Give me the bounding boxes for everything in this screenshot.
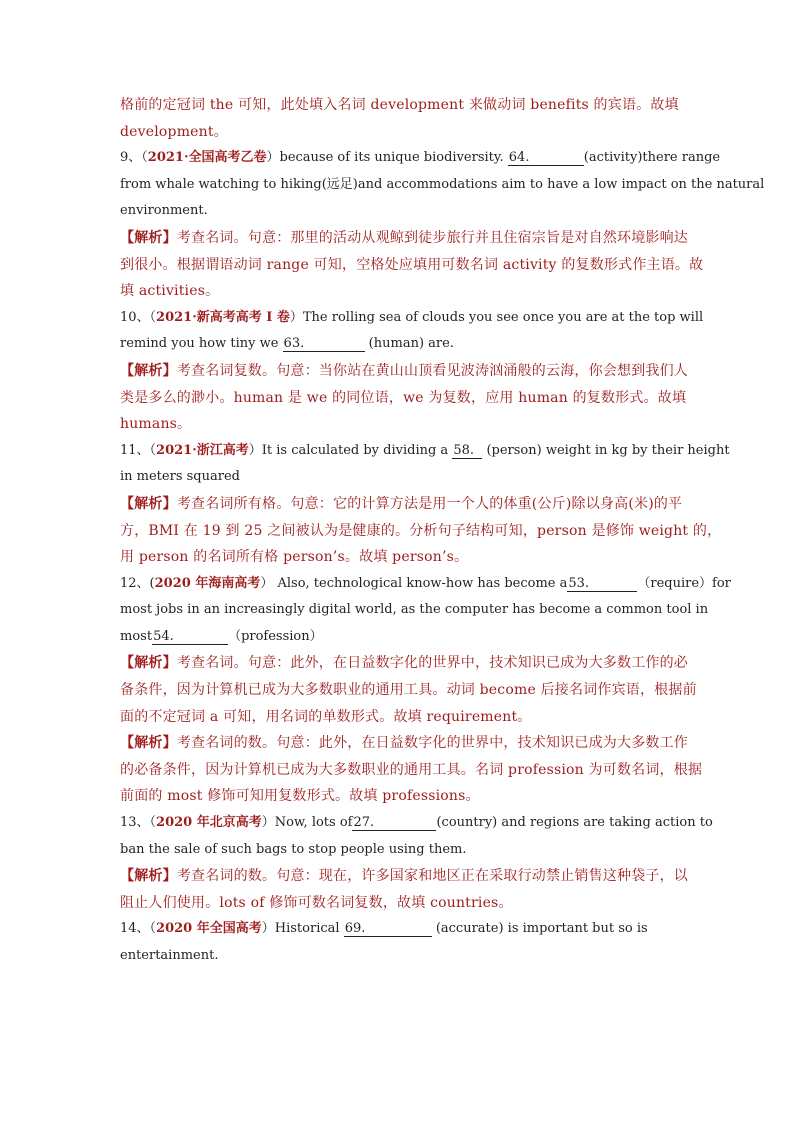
source-label: 2021·全国高考乙卷 bbox=[147, 150, 267, 166]
text-line bbox=[120, 172, 765, 199]
text-line bbox=[120, 571, 731, 598]
answer-blank[interactable]: 63. bbox=[283, 337, 365, 352]
text-run: from whale watching to hiking(远足)and accommodations aim to have a low impact on the natural bbox=[120, 176, 765, 192]
text-run: 12、( bbox=[120, 575, 155, 591]
answer-blank[interactable]: 58. bbox=[452, 444, 482, 459]
source-label: 2020 年北京高考 bbox=[156, 815, 262, 831]
source-label: 2020 年海南高考 bbox=[154, 575, 261, 591]
text-run: 面的不定冠词 a 可知，用名词的单数形式。故填 requirement。 bbox=[120, 708, 532, 725]
text-line bbox=[120, 491, 683, 518]
text-run: 10、（ bbox=[120, 309, 157, 325]
text-run: ）because of its unique biodiversity. bbox=[266, 150, 508, 166]
text-line bbox=[120, 438, 730, 465]
text-line bbox=[120, 916, 676, 943]
text-line bbox=[120, 677, 697, 704]
text-line bbox=[120, 730, 689, 757]
source-label: 【解析】 bbox=[120, 868, 177, 885]
source-label: 【解析】 bbox=[120, 655, 177, 672]
text-line bbox=[120, 358, 689, 385]
answer-blank[interactable]: 27. bbox=[352, 816, 436, 831]
text-run: （profession） bbox=[228, 628, 323, 644]
text-line bbox=[120, 624, 676, 651]
text-line bbox=[120, 92, 679, 119]
text-run: ）Now, lots of bbox=[261, 815, 353, 831]
text-run: 考查名词。句意：那里的活动从观鲸到徒步旅行并且住宿宗旨是对自然环境影响达 bbox=[176, 229, 689, 246]
text-run: 考查名词。句意：此外，在日益数字化的世界中，技术知识已成为大多数工作的必 bbox=[176, 655, 689, 672]
text-run: ban the sale of such bags to stop people using them. bbox=[120, 841, 467, 857]
text-line bbox=[120, 252, 704, 279]
source-label: 【解析】 bbox=[120, 735, 177, 752]
text-line bbox=[120, 704, 676, 731]
text-run: （require）for bbox=[637, 575, 731, 591]
text-run: 考查名词的数。句意：现在，许多国家和地区正在采取行动禁止销售这种袋子，以 bbox=[176, 868, 689, 885]
text-line bbox=[120, 331, 676, 358]
source-label: 【解析】 bbox=[120, 362, 177, 379]
text-run: entertainment. bbox=[120, 948, 219, 963]
text-run: (person) weight in kg by their height bbox=[482, 442, 730, 458]
text-line bbox=[120, 890, 676, 917]
text-run: 考查名词的数。句意：此外，在日益数字化的世界中，技术知识已成为大多数工作 bbox=[176, 735, 689, 752]
text-run: environment. bbox=[120, 203, 208, 219]
source-label: 2021·浙江高考 bbox=[156, 442, 249, 458]
text-line bbox=[120, 650, 689, 677]
text-line bbox=[120, 411, 676, 438]
text-run: 方，BMI 在 19 到 25 之间被认为是健康的。分析句子结构可知，person 是修饰 weight 的， bbox=[120, 522, 722, 539]
text-run: 阻止人们使用。lots of 修饰可数名词复数，故填 countries。 bbox=[120, 894, 513, 911]
document-page bbox=[120, 92, 765, 970]
text-run: 14、（ bbox=[120, 921, 157, 937]
text-run: humans。 bbox=[120, 416, 192, 433]
text-run: in meters squared bbox=[120, 469, 240, 485]
text-line bbox=[120, 145, 721, 172]
text-run: remind you how tiny we bbox=[120, 336, 283, 352]
text-run: (activity)there range bbox=[583, 150, 721, 166]
text-line bbox=[120, 464, 676, 491]
source-label: 2020 年全国高考 bbox=[156, 921, 262, 937]
answer-blank[interactable]: 69. bbox=[344, 922, 432, 937]
text-run: ） Also, technological know-how has become a bbox=[260, 575, 568, 591]
text-run: most bbox=[120, 628, 153, 644]
text-run: 考查名词复数。句意：当你站在黄山山顶看见波涛汹涌般的云海，你会想到我们人 bbox=[176, 362, 689, 379]
text-line bbox=[120, 198, 676, 225]
text-run: 填 activities。 bbox=[120, 283, 220, 300]
text-run: ）The rolling sea of clouds you see once you are at the top will bbox=[289, 309, 704, 325]
text-run: 用 person 的名词所有格 person’s。故填 person’s。 bbox=[120, 549, 469, 566]
text-line bbox=[120, 757, 703, 784]
text-run: 9、（ bbox=[120, 150, 148, 166]
text-line bbox=[120, 837, 676, 864]
text-run: 类是多么的渺小。human 是 we 的同位语，we 为复数，应用 human 的复数形式。故填 bbox=[120, 389, 687, 406]
text-run: 13、（ bbox=[120, 815, 157, 831]
answer-blank[interactable]: 54. bbox=[152, 630, 228, 645]
text-line bbox=[120, 544, 676, 571]
text-line bbox=[120, 305, 704, 332]
text-line bbox=[120, 783, 676, 810]
text-run: (country) and regions are taking action to bbox=[436, 815, 713, 831]
text-run: ）Historical bbox=[261, 921, 344, 937]
text-run: 备条件，因为计算机已成为大多数职业的通用工具。动词 become 后接名词作宾语，根据前 bbox=[120, 682, 697, 699]
text-line bbox=[120, 810, 713, 837]
text-run: development。 bbox=[120, 123, 228, 140]
text-run: 的必备条件，因为计算机已成为大多数职业的通用工具。名词 profession 为可数名词，根据 bbox=[120, 761, 703, 778]
answer-blank[interactable]: 64. bbox=[508, 151, 584, 166]
text-run: (human) are. bbox=[364, 336, 454, 352]
text-run: 格前的定冠词 the 可知，此处填入名词 development 来做动词 benefits 的宾语。故填 bbox=[120, 97, 679, 113]
text-run: 前面的 most 修饰可知用复数形式。故填 professions。 bbox=[120, 788, 480, 805]
source-label: 2021·新高考高考 I 卷 bbox=[156, 309, 290, 325]
text-line bbox=[120, 278, 676, 305]
text-run: most jobs in an increasingly digital world, as the computer has become a common tool in bbox=[120, 602, 709, 618]
text-run: ）It is calculated by dividing a bbox=[248, 442, 453, 458]
text-line bbox=[120, 863, 689, 890]
source-label: 【解析】 bbox=[120, 229, 177, 246]
text-line bbox=[120, 943, 676, 970]
text-run: 考查名词所有格。句意：它的计算方法是用一个人的体重(公斤)除以身高(米)的平 bbox=[176, 495, 683, 512]
text-run: (accurate) is important but so is bbox=[431, 921, 648, 937]
text-line bbox=[120, 597, 709, 624]
text-run: 到很小。根据谓语动词 range 可知，空格处应填用可数名词 activity 的复数形式作主语。故 bbox=[120, 256, 704, 273]
text-line bbox=[120, 119, 676, 146]
text-line bbox=[120, 385, 687, 412]
text-line bbox=[120, 518, 722, 545]
source-label: 【解析】 bbox=[120, 495, 177, 512]
answer-blank[interactable]: 53. bbox=[567, 577, 637, 592]
text-run: 11、（ bbox=[120, 442, 157, 458]
text-line bbox=[120, 225, 689, 252]
